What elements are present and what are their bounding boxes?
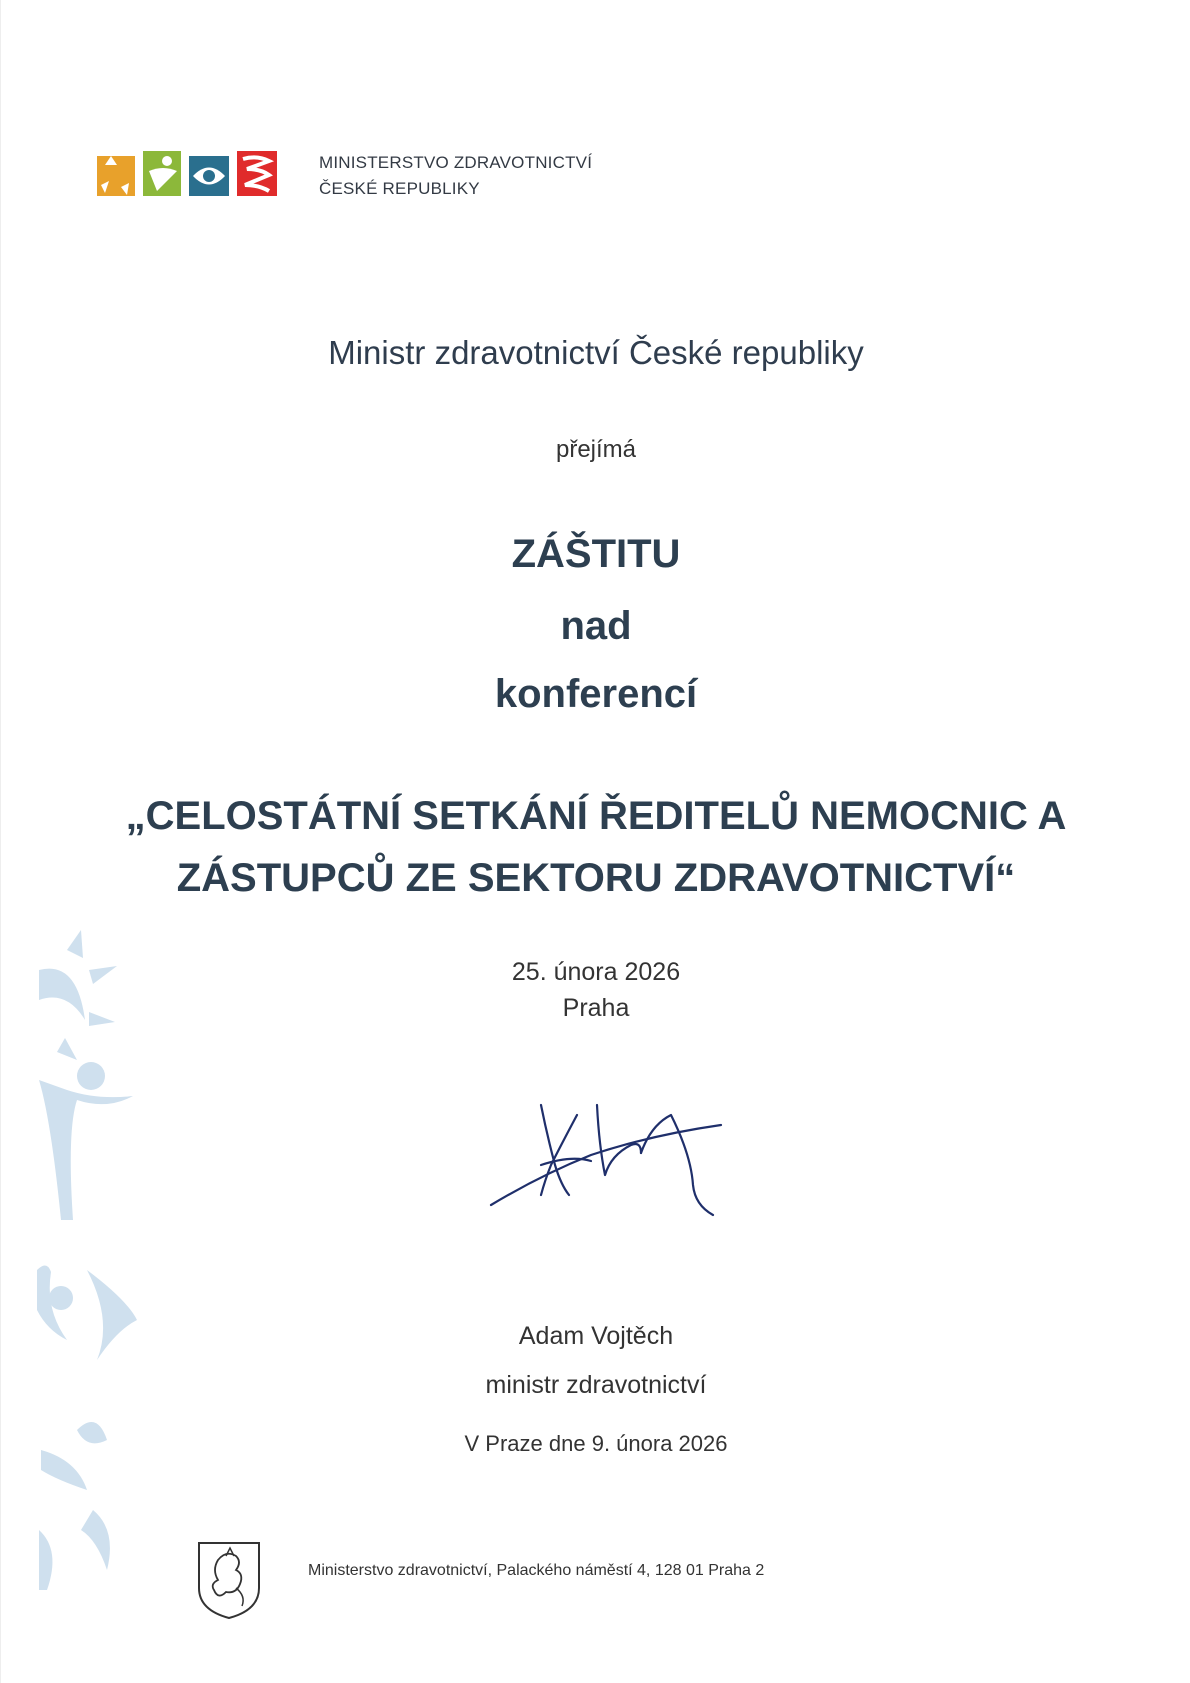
ministry-name xyxy=(319,150,592,202)
ministry-header xyxy=(97,150,592,202)
signer-name: Adam Vojtěch xyxy=(518,1322,674,1350)
accepts-text: přejímá xyxy=(555,436,637,463)
side-pictogram-watermark-icon xyxy=(37,930,147,1620)
signed-date: V Praze dne 9. února 2026 xyxy=(464,1431,728,1456)
event-place: Praha xyxy=(562,994,630,1022)
ministry-name-line1: MINISTERSTVO ZDRAVOTNICTVÍ xyxy=(319,153,593,172)
ministry-logo-icon xyxy=(97,151,297,201)
conference-title-line1: „CELOSTÁTNÍ SETKÁNÍ ŘEDITELŮ NEMOCNIC A xyxy=(125,794,1067,838)
signer-role: ministr zdravotnictví xyxy=(485,1371,707,1399)
over-text: nad xyxy=(560,604,632,648)
ministry-name-line2: ČESKÉ REPUBLIKY xyxy=(319,179,480,198)
minister-heading: Ministr zdravotnictví České republiky xyxy=(328,334,864,371)
footer-address: Ministerstvo zdravotnictví, Palackého náměstí 4, 128 01 Praha 2 xyxy=(308,1562,765,1579)
signature-icon xyxy=(481,1085,731,1220)
coat-of-arms-icon xyxy=(196,1540,262,1620)
event-date: 25. února 2026 xyxy=(511,958,681,986)
patronage-heading: ZÁŠTITU xyxy=(511,532,681,576)
conference-text: konferencí xyxy=(494,672,698,716)
conference-title xyxy=(1,785,1190,909)
conference-title-line2: ZÁSTUPCŮ ZE SEKTORU ZDRAVOTNICTVÍ“ xyxy=(176,856,1016,900)
